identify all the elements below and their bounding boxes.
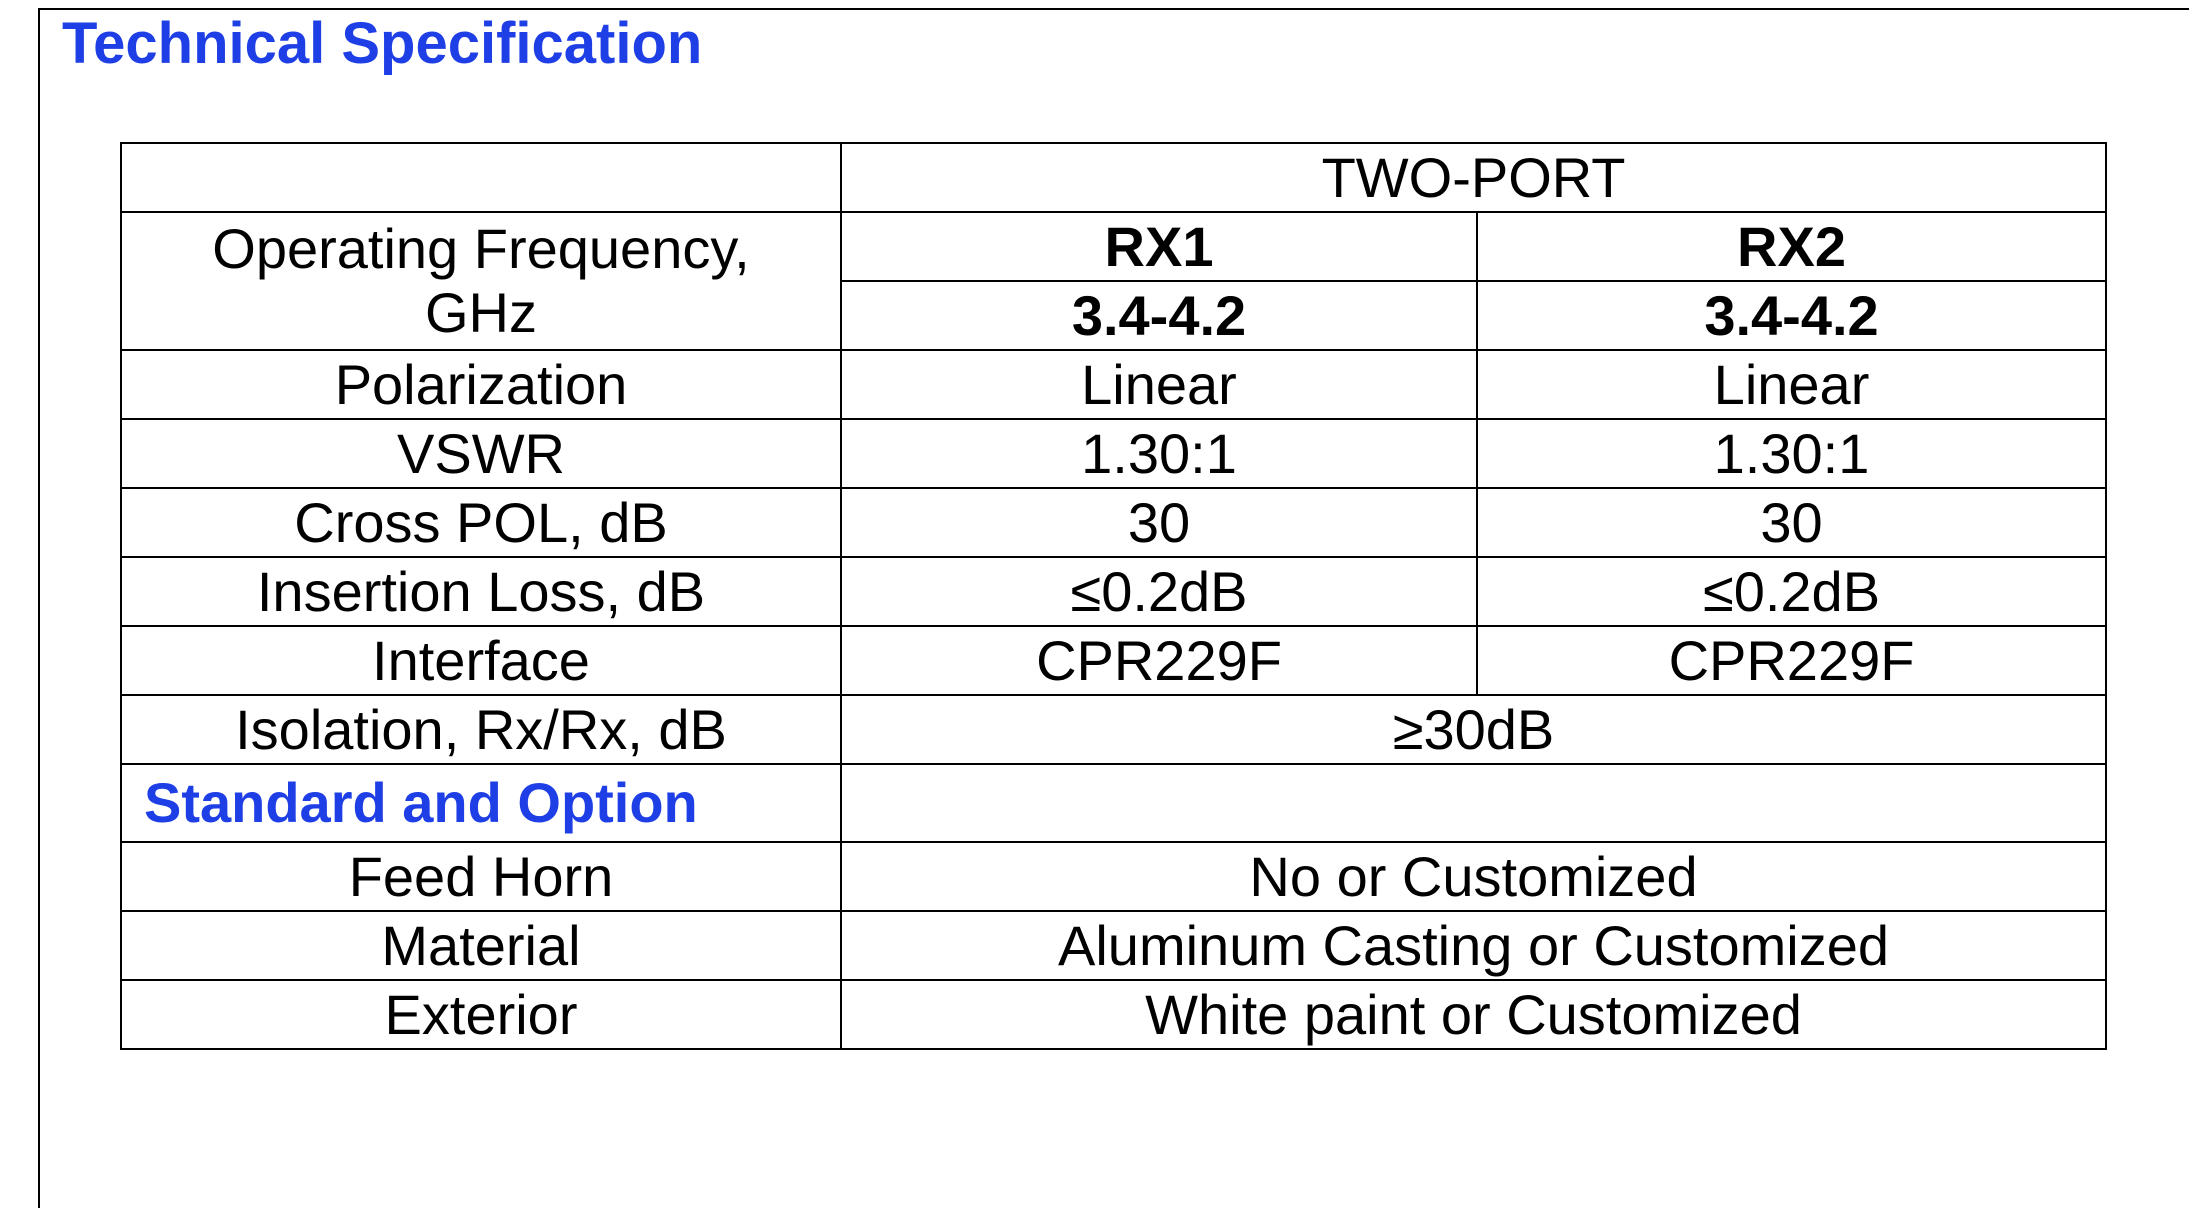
table-row-exterior (121, 980, 2106, 1049)
table-row-operating-frequency (121, 212, 2106, 281)
operating-frequency-label-line2: GHz (425, 281, 537, 344)
empty-header-cell (121, 143, 841, 212)
operating-frequency-label (121, 212, 841, 350)
option-value: White paint or Customized (841, 980, 2106, 1049)
spec-table (120, 142, 2107, 1050)
table-row-vswr (121, 419, 2106, 488)
row-label: Interface (121, 626, 841, 695)
row-label: Polarization (121, 350, 841, 419)
page-title: Technical Specification (62, 11, 703, 76)
option-label: Exterior (121, 980, 841, 1049)
rx1-column-label: RX1 (841, 212, 1477, 281)
table-row-isolation (121, 695, 2106, 764)
rx2-frequency-value: 3.4-4.2 (1477, 281, 2106, 350)
isolation-label: Isolation, Rx/Rx, dB (121, 695, 841, 764)
option-label: Feed Horn (121, 842, 841, 911)
two-port-header: TWO-PORT (841, 143, 2106, 212)
rx2-value: CPR229F (1477, 626, 2106, 695)
rx2-column-label: RX2 (1477, 212, 2106, 281)
standard-option-heading: Standard and Option (121, 764, 841, 842)
table-row-polarization (121, 350, 2106, 419)
empty-section-cell (841, 764, 2106, 842)
operating-frequency-label-line1: Operating Frequency, (212, 217, 750, 280)
table-row-material (121, 911, 2106, 980)
rx1-value: 1.30:1 (841, 419, 1477, 488)
rx1-frequency-value: 3.4-4.2 (841, 281, 1477, 350)
table-row-feed-horn (121, 842, 2106, 911)
rx1-value: CPR229F (841, 626, 1477, 695)
table-row-interface (121, 626, 2106, 695)
table-row-insertion-loss (121, 557, 2106, 626)
rx1-value: 30 (841, 488, 1477, 557)
rx2-value: 30 (1477, 488, 2106, 557)
table-row-cross-pol (121, 488, 2106, 557)
option-label: Material (121, 911, 841, 980)
rx2-value: ≤0.2dB (1477, 557, 2106, 626)
table-row-header (121, 143, 2106, 212)
rx1-value: Linear (841, 350, 1477, 419)
option-value: No or Customized (841, 842, 2106, 911)
rx2-value: 1.30:1 (1477, 419, 2106, 488)
rx2-value: Linear (1477, 350, 2106, 419)
table-row-section-heading (121, 764, 2106, 842)
isolation-value: ≥30dB (841, 695, 2106, 764)
option-value: Aluminum Casting or Customized (841, 911, 2106, 980)
row-label: Insertion Loss, dB (121, 557, 841, 626)
rx1-value: ≤0.2dB (841, 557, 1477, 626)
row-label: VSWR (121, 419, 841, 488)
row-label: Cross POL, dB (121, 488, 841, 557)
